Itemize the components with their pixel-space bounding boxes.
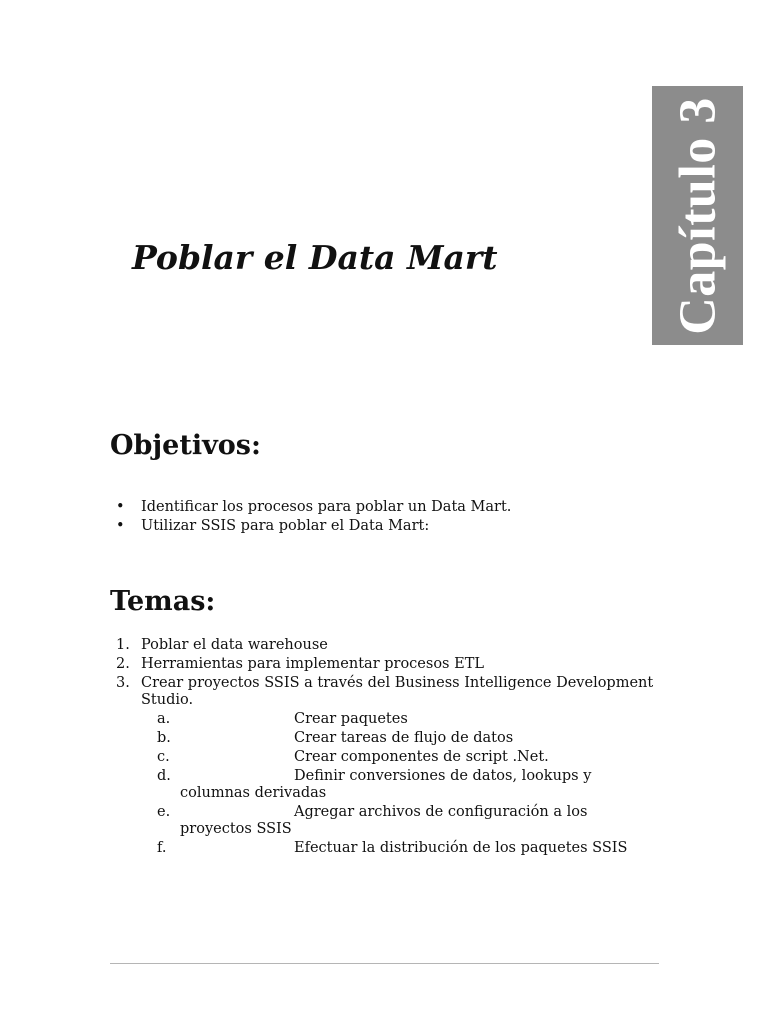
- bullet-icon: •: [116, 499, 125, 515]
- sub-list-item: [110, 804, 670, 838]
- chapter-tab-label: Capítulo 3: [669, 96, 726, 335]
- sub-list-item-letter: c.: [157, 749, 170, 765]
- objetivos-heading: Objetivos:: [110, 430, 261, 461]
- sub-list-item: [110, 730, 670, 747]
- list-item: [110, 498, 511, 517]
- sub-list-item-letter: d.: [157, 768, 171, 784]
- sub-list-item-text: Crear tareas de flujo de datos: [294, 730, 514, 746]
- list-item: [110, 517, 511, 536]
- list-item-text: Crear proyectos SSIS a través del Business Intelligence Development Studio.: [141, 675, 654, 708]
- list-item-number: 3.: [116, 675, 130, 691]
- sub-list: [110, 711, 670, 857]
- list-item: [110, 675, 670, 857]
- chapter-tab: [652, 86, 743, 345]
- bullet-icon: •: [116, 518, 125, 534]
- sub-list-item: [110, 768, 670, 802]
- sub-list-item-text: Crear componentes de script .Net.: [294, 749, 549, 765]
- list-item: [110, 637, 670, 654]
- sub-list-item-text: Definir conversiones de datos, lookups y: [294, 768, 592, 784]
- sub-list-item-continuation: proyectos SSIS: [180, 821, 292, 837]
- page-title: Poblar el Data Mart: [132, 238, 498, 277]
- sub-list-item-text: Crear paquetes: [294, 711, 408, 727]
- sub-list-item: [110, 840, 670, 857]
- sub-list-item-text: Efectuar la distribución de los paquetes SSIS: [294, 840, 628, 856]
- sub-list-item: [110, 711, 670, 728]
- list-item-number: 2.: [116, 656, 130, 672]
- sub-list-item-letter: a.: [157, 711, 171, 727]
- list-item-text: Identificar los procesos para poblar un Data Mart.: [141, 499, 512, 515]
- list-item: [110, 656, 670, 673]
- temas-heading: Temas:: [110, 586, 216, 617]
- sub-list-item-letter: b.: [157, 730, 171, 746]
- objetivos-list: [110, 498, 511, 536]
- list-item-text: Herramientas para implementar procesos ETL: [141, 656, 484, 672]
- sub-list-item: [110, 749, 670, 766]
- temas-list: [110, 637, 670, 859]
- list-item-text: Poblar el data warehouse: [141, 637, 328, 653]
- sub-list-item-text: Agregar archivos de configuración a los: [294, 804, 588, 820]
- footer-divider: [110, 963, 659, 964]
- list-item-number: 1.: [116, 637, 130, 653]
- sub-list-item-letter: e.: [157, 804, 171, 820]
- list-item-text: Utilizar SSIS para poblar el Data Mart:: [141, 518, 430, 534]
- sub-list-item-continuation: columnas derivadas: [180, 785, 327, 801]
- sub-list-item-letter: f.: [157, 840, 167, 856]
